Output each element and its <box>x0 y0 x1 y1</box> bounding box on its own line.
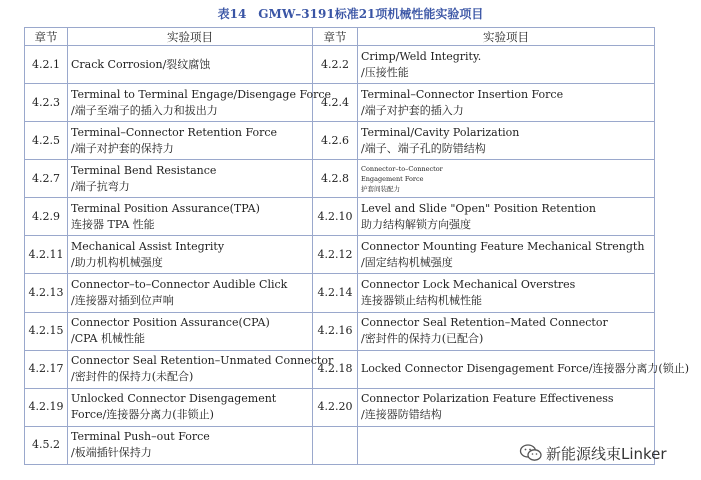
test-item <box>68 350 334 388</box>
item-line: Engagement Force <box>361 174 424 183</box>
item-line: Terminal/Cavity Polarization <box>361 125 520 139</box>
item-line: Connector Position Assurance(CPA) <box>71 316 270 330</box>
section-number: 4.2.4 <box>313 84 358 122</box>
item-line: Crimp/Weld Integrity. <box>361 49 482 63</box>
section-number: 4.2.18 <box>313 350 358 388</box>
section-number: 4.2.9 <box>25 198 68 236</box>
table-caption <box>0 4 701 24</box>
table-title: GMW–3191标准21项机械性能实验项目 <box>258 7 484 21</box>
section-number: 4.2.3 <box>25 84 68 122</box>
table-row <box>25 274 655 312</box>
section-number: 4.2.5 <box>25 122 68 160</box>
section-number: 4.2.13 <box>25 274 68 312</box>
section-number: 4.2.7 <box>25 160 68 198</box>
table-row <box>25 46 655 84</box>
item-line: /连接器防错结构 <box>361 408 442 422</box>
test-item <box>68 160 313 198</box>
section-number: 4.2.20 <box>313 388 358 426</box>
section-number: 4.2.11 <box>25 236 68 274</box>
item-line: Level and Slide "Open" Position Retention <box>361 201 596 215</box>
test-item <box>358 84 655 122</box>
section-number: 4.2.12 <box>313 236 358 274</box>
section-number: 4.2.6 <box>313 122 358 160</box>
item-line: /端子对护套的保持力 <box>71 141 174 155</box>
item-line: Connector–to–Connector Audible Click <box>71 278 288 291</box>
test-item <box>68 388 313 426</box>
section-number: 4.5.2 <box>25 426 68 464</box>
item-line: /助力机构机械强度 <box>71 255 163 269</box>
section-number: 4.2.17 <box>25 350 68 388</box>
item-line: Force/连接器分离力(非锁止) <box>71 408 214 422</box>
item-line: /端子对护套的插入力 <box>361 103 464 117</box>
item-line: Unlocked Connector Disengagement <box>71 392 277 406</box>
test-item <box>358 122 655 160</box>
section-number <box>313 426 358 464</box>
section-number: 4.2.10 <box>313 198 358 236</box>
test-item <box>358 198 655 236</box>
test-item <box>358 236 655 274</box>
section-number: 4.2.2 <box>313 46 358 84</box>
item-line: /密封件的保持力(未配合) <box>71 370 194 384</box>
section-number: 4.2.1 <box>25 46 68 84</box>
table-row <box>25 160 655 198</box>
item-line: Connector–to–Connector <box>361 164 443 173</box>
table-row <box>25 122 655 160</box>
item-line: Crack Corrosion/裂纹腐蚀 <box>71 57 211 71</box>
test-items-table <box>24 27 690 465</box>
table-row <box>25 388 655 426</box>
item-line: Terminal Position Assurance(TPA) <box>71 201 260 215</box>
section-number: 4.2.19 <box>25 388 68 426</box>
item-line: 连接器 TPA 性能 <box>71 217 155 231</box>
section-number: 4.2.16 <box>313 312 358 350</box>
item-line: /压接性能 <box>361 65 409 79</box>
test-item <box>68 274 313 312</box>
table-row <box>25 198 655 236</box>
table-row <box>25 312 655 350</box>
item-line: Mechanical Assist Integrity <box>71 239 225 253</box>
item-line: /固定结构机械强度 <box>361 255 453 269</box>
table-row <box>25 84 655 122</box>
table-number: 表14 <box>217 7 247 21</box>
item-line: /密封件的保持力(已配合) <box>361 332 484 346</box>
item-line: Connector Lock Mechanical Overstres <box>361 278 576 291</box>
section-number: 4.2.15 <box>25 312 68 350</box>
test-item <box>68 198 313 236</box>
test-item <box>358 350 690 388</box>
item-line: /端子至端子的插入力和拔出力 <box>71 103 218 117</box>
test-item <box>358 46 655 84</box>
item-line: Connector Seal Retention–Mated Connector <box>361 316 608 330</box>
section-number: 4.2.14 <box>313 274 358 312</box>
header-row <box>25 28 655 46</box>
test-item <box>68 236 313 274</box>
test-item <box>68 46 313 84</box>
item-line: 助力结构解锁方向强度 <box>361 217 471 231</box>
item-line: Connector Mounting Feature Mechanical Strength <box>361 239 645 253</box>
test-item <box>68 84 332 122</box>
item-line: Connector Seal Retention–Unmated Connector <box>71 354 334 368</box>
test-item <box>358 312 655 350</box>
item-line: 护套间装配力 <box>361 184 400 193</box>
item-line: /端子、端子孔的防错结构 <box>361 141 486 155</box>
item-line: Terminal Push–out Force <box>71 430 210 444</box>
test-item <box>68 122 313 160</box>
table-row <box>25 236 655 274</box>
header-section-right: 章节 <box>313 28 358 46</box>
header-item-left: 实验项目 <box>68 28 313 46</box>
header-section-left: 章节 <box>25 28 68 46</box>
item-line: Connector Polarization Feature Effectiveness <box>361 392 614 406</box>
test-item <box>358 160 655 198</box>
item-line: Terminal–Connector Retention Force <box>71 125 278 139</box>
item-line: /板端插针保持力 <box>71 446 152 460</box>
header-item-right: 实验项目 <box>358 28 655 46</box>
watermark-text: 新能源线束Linker <box>546 444 667 463</box>
item-line: Locked Connector Disengagement Force/连接器分离力(锁止) <box>361 362 690 376</box>
item-line: /端子抗弯力 <box>71 179 130 193</box>
test-item <box>68 426 313 464</box>
item-line: Terminal–Connector Insertion Force <box>361 87 564 101</box>
test-item <box>68 312 313 350</box>
test-item <box>358 388 655 426</box>
table-row <box>25 350 655 388</box>
item-line: 连接器锁止结构机械性能 <box>361 294 482 307</box>
watermark <box>520 440 667 466</box>
section-number: 4.2.8 <box>313 160 358 198</box>
item-line: /连接器对插到位声响 <box>71 294 174 307</box>
test-item <box>358 274 655 312</box>
wechat-icon <box>520 444 542 462</box>
item-line: Terminal to Terminal Engage/Disengage Force <box>71 87 332 101</box>
item-line: /CPA 机械性能 <box>71 332 145 346</box>
item-line: Terminal Bend Resistance <box>71 163 217 177</box>
